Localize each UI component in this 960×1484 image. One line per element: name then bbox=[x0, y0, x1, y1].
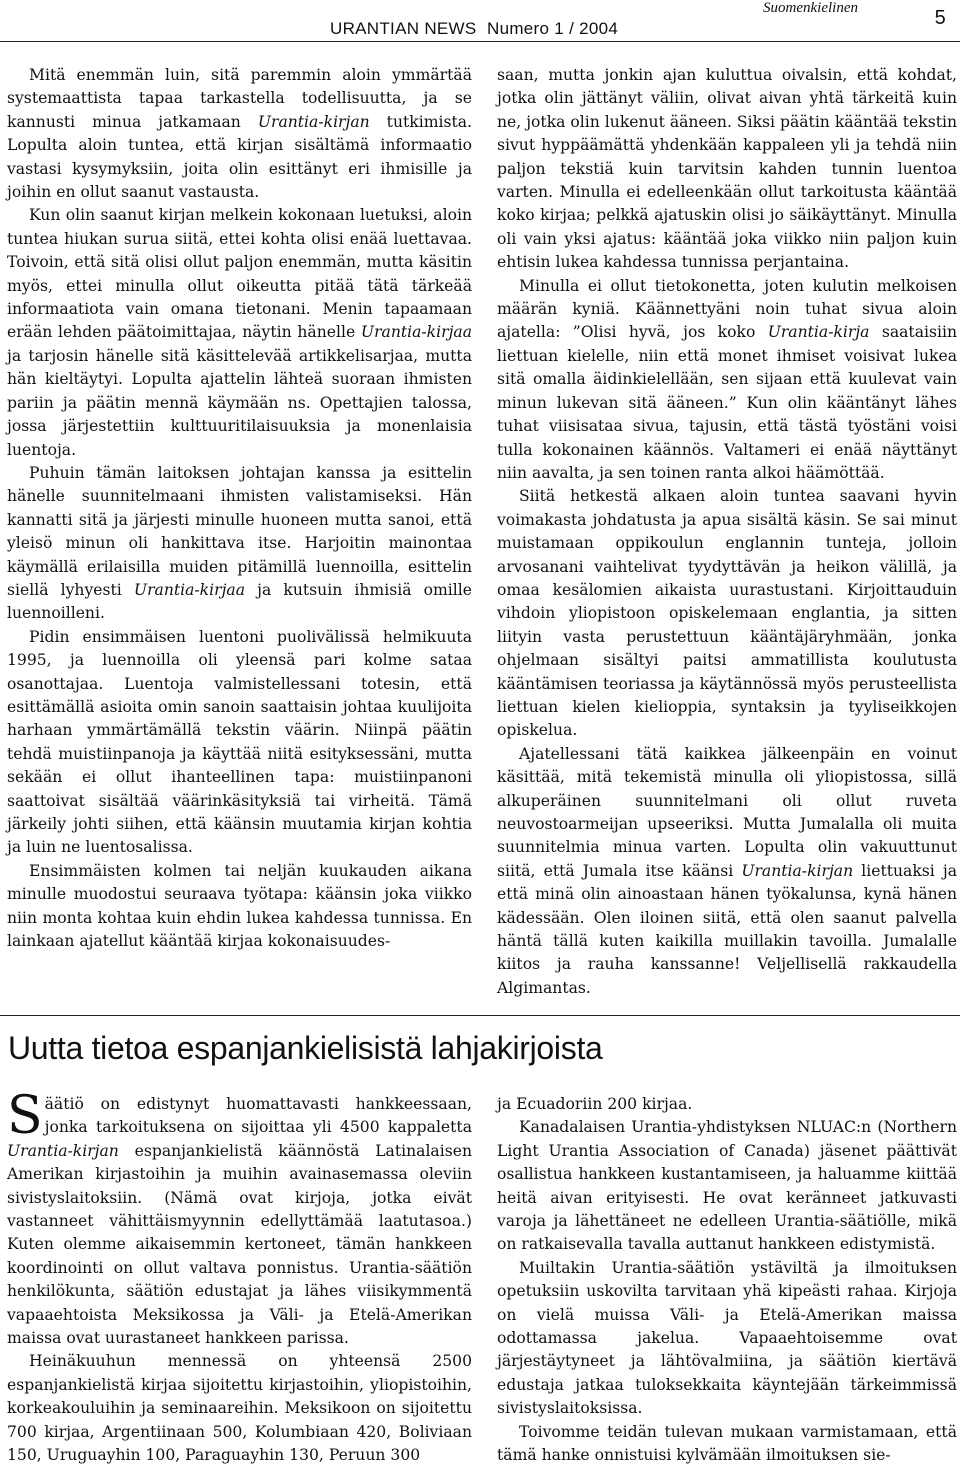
paragraph: ja Ecuadoriin 200 kirjaa. bbox=[497, 1095, 693, 1113]
paragraph: Mitä enemmän luin, sitä paremmin aloin ymmärtää systemaattista tapaa tarkastella todellisuutta, ja se kannusti minua jatkamaan Urantia-kirjan tutkimista. Lopulta aloin tuntea, että kirjan sisältämä informaatio vastasi kysymyksiin, joita olin esittänyt eri ihmisille ja joihin en ollut saanut vastausta. bbox=[7, 66, 472, 202]
drop-cap: S bbox=[7, 1086, 43, 1146]
article2-headline: Uutta tietoa espanjankielisistä lahjakirjoista bbox=[8, 1030, 603, 1066]
paragraph: Minulla ei ollut tietokonetta, joten kulutin melkoisen määrän kyniä. Käännettyäni noin tuhat sivua aloin ajatella: ”Olisi hyvä, jos koko Urantia-kirja saataisiin liettuan kielelle, niin että monet ihmiset voisivat lukea sitä omalla äidinkielellään, sen sijaan että kuulevat vain minun lukevan sitä ääneen.” Kun olin kääntänyt lähes tuhat viisisataa sivua, tajusin, että tästä työstäni voisi tulla kokonainen käännös. Valtameri ei enää näyttänyt niin aavalta, ja sen toinen ranta alkoi häämöttää. bbox=[497, 276, 957, 482]
paragraph: Muiltakin Urantia-säätiön ystäviltä ja ilmoituksen opetuksiin uskovilta tarvitaan yhä kipeästi rahaa. Kirjoja on vielä muissa Väli- ja Etelä-Amerikan maissa odottamassa jakelua. Vapaaehtoisemme ovat järjestäytyneet ja lähtövalmiina, ja säätiön kiertävä edustaja jatkaa tuloksekkaita käyntejään tärkeimmissä sivistyslaitoksissa. bbox=[497, 1258, 957, 1418]
paragraph: saan, mutta jonkin ajan kuluttua oivalsin, että kohdat, jotka olin jättänyt väliin, olivat aivan yhtä tärkeitä kuin ne, jotka olin lukenut ääneen. Siksi päätin kääntää tekstin sivut hyppäämättä yhdenkään kappaleen yli ja tehdä niin paljon tekstiä kuin tarvitsin kahden tunnin luentoa varten. Minulla ei edelleenkään ollut tarkoitusta kääntää koko kirjaa; pelkkä ajatuskin olisi jo säikäyttänyt. Minulla oli vain yksi ajatus: kääntää joka viikko niin paljon kuin ehtisin lukea kahdessa tunnissa perjantaina. bbox=[497, 66, 957, 272]
article2-left-column bbox=[7, 1086, 472, 1468]
section-divider bbox=[0, 1015, 960, 1016]
issue-number: Numero 1 / 2004 bbox=[487, 19, 619, 38]
paragraph: Säätiö on edistynyt huomattavasti hankkeessaan, jonka tarkoituksena on sijoittaa yli 4500 kappaletta Urantia-kirjan espanjankielistä käännöstä Latinalaisen Amerikan kirjastoihin ja muihin avainasemassa oleviin sivistyslaitoksiin. (Nämä ovat kirjoja, jotka eivät vastanneet vähittäismyynnin edellyttämää laatutasoa.) Kuten olemme aikaisemmin kertoneet, tämän hankkeen koordinointi on ollut valtava ponnistus. Urantia-säätiön henkilökunta, säätiön edustajat ja lähes viisikymmentä vapaaehtoista Meksikossa ja Väli- ja Etelä-Amerikan maissa ovat uurastaneet hankkeen parissa. bbox=[7, 1086, 472, 1348]
paragraph: Kanadalaisen Urantia-yhdistyksen NLUAC:n (Northern Light Urantia Association of Canada) jäsenet päättivät osallistua hankkeen kustantamiseen, ja haluamme kiittää heitä aivan erityisesti. He ovat keränneet jatkuvasti varoja ja lähettäneet ne edelleen Urantia-säätiölle, mikä on ratkaisevalla tavalla auttanut hankkeen edistymistä. bbox=[497, 1118, 957, 1254]
header-rule bbox=[0, 41, 960, 42]
publication-title: URANTIAN NEWS bbox=[330, 19, 477, 38]
paragraph: Ensimmäisten kolmen tai neljän kuukauden aikana minulle muodostui seuraava työtapa: käänsin joka viikko niin monta kohtaa kuin ehdin lukea kahdessa tunnissa. En lainkaan ajatellut kääntää kirjaa kokonaisuudes- bbox=[7, 861, 472, 951]
paragraph: Siitä hetkestä alkaen aloin tuntea saavani hyvin voimakasta johdatusta ja apua sisältä käsin. Se sai minut muistamaan oppikoulun englannin tunteja, jolloin arvosanani vaihtelivat tyydyttävän ja heikon välillä, ja omaa kesälomien aikaista uurastustani. Kirjoittauduin vihdoin yliopistoon opiskelemaan englantia, ja sitten liityin vasta perustettuun kääntäjäryhmään, jonka ohjelmaan sisältyi paitsi ammatillista koulutusta kääntämisen teoriassa ja käytännössä myös perusteellista liettuan kielen kielioppia, syntaksin ja tyyliseikkojen opiskelua. bbox=[497, 487, 957, 740]
paragraph: Ajatellessani tätä kaikkea jälkeenpäin en voinut käsittää, mitä tekemistä minulla oli yliopistossa, sillä alkuperäinen suunnitelmani oli ollut ruveta neuvostoarmeijan upseeriksi. Mutta Jumalalla oli muita suunnitelmia minua varten. Lopulta olin vakuuttunut siitä, että Jumala itse käänsi Urantia-kirjan liettuaksi ja että minä olin ainoastaan hänen työkalunsa, kynä hänen kädessään. Olen iloinen siitä, että olen saanut palvella häntä tällä kuten kaikilla muillakin tavoilla. Jumalalle kiitos ja rauha kanssanne! Veljellisellä rakkaudella Algimantas. bbox=[497, 744, 957, 997]
paragraph: Toivomme teidän tulevan mukaan varmistamaan, että tämä hanke onnistuisi kylvämään ilmoituksen sie- bbox=[497, 1422, 957, 1465]
article1-right-column bbox=[497, 64, 957, 1000]
page-number: 5 bbox=[934, 7, 946, 29]
article2-right-column bbox=[497, 1093, 957, 1468]
paragraph: Pidin ensimmäisen luentoni puolivälissä helmikuuta 1995, ja luennoilla oli yleensä pari kolme sataa osanottajaa. Luentoja valmistellessani totesin, että esittämällä asioita omin sanoin saattaisin johtaa kuulijoita harhaan ymmärtämällä tekstin väärin. Niinpä päätin tehdä muistiinpanoja ja käyttää niitä esityksessäni, mutta sekään ei ollut ihanteellinen tapa: muistiinpanoni saattoivat sisältää väärinkäsityksiä tai virheitä. Tämä järkeily johti siihen, että käänsin muutamia kirjan kohtia ja luin ne luentosalissa. bbox=[7, 627, 472, 857]
article1-left-column bbox=[7, 64, 472, 953]
paragraph: Heinäkuuhun mennessä on yhteensä 2500 espanjankielistä kirjaa sijoitettu kirjastoihin, yliopistoihin, korkeakouluihin ja seminaareihin. Meksikoon on sijoitettu 700 kirjaa, Argentiinaan 500, Kolumbiaan 420, Boliviaan 150, Uruguayhin 100, Paraguayhin 130, Peruun 300 bbox=[7, 1352, 472, 1465]
section-label: Suomenkielinen bbox=[763, 0, 858, 16]
paragraph: Puhuin tämän laitoksen johtajan kanssa ja esittelin hänelle suunnitelmaani ihmisten valistamiseksi. Hän kannatti sitä ja järjesti minulle huoneen mutta sanoi, että yleisö minun oli hankittava itse. Harjoitin mainontaa käymällä erilaisilla muiden pitämillä luennoilla, esittelin siellä lyhyesti Urantia-kirjaa ja kutsuin ihmisiä omille luennoilleni. bbox=[7, 463, 472, 623]
paragraph: Kun olin saanut kirjan melkein kokonaan luetuksi, aloin tuntea hiukan surua siitä, ettei kohta olisi enää luettavaa. Toivoin, että sitä olisi ollut paljon enemmän, mutta käsitin myös, ettei minulla ollut oikeutta pitää tätä tärkeää informaatiota vain omana tietonani. Menin tapaamaan erään lehden päätoimittajaa, näytin hänelle Urantia-kirjaa ja tarjosin hänelle sitä käsittelevää artikkelisarjaa, mutta hän kieltäytyi. Lopulta ajattelin lähteä suoraan ihmisten pariin ja päätin mennä käymään ns. Opettajien talossa, jossa järjestettiin kulttuuritilaisuuksia ja monenlaisia luentoja. bbox=[7, 206, 472, 459]
